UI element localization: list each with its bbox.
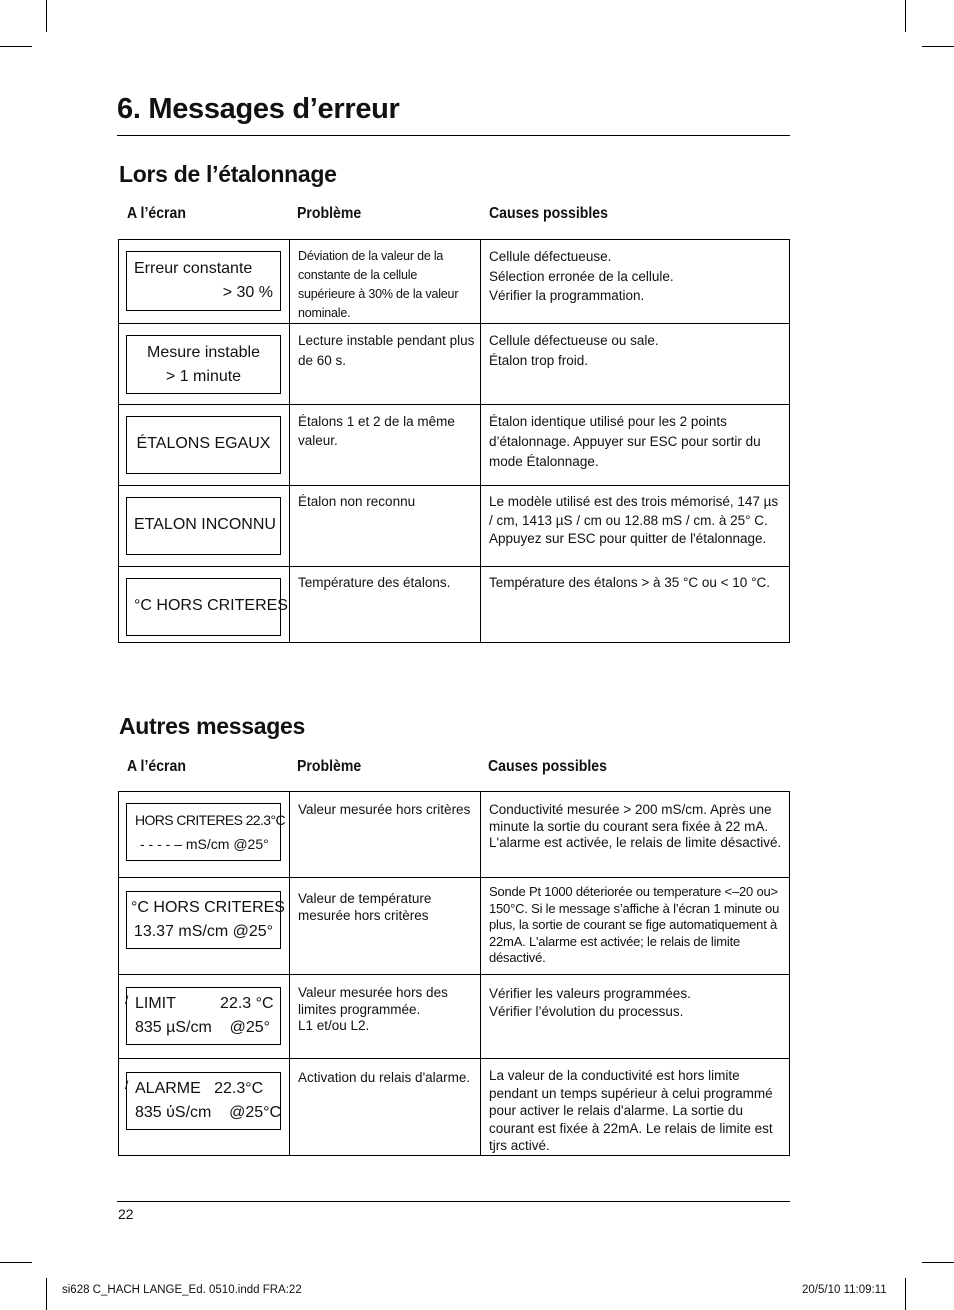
lcd-display xyxy=(126,578,288,636)
lcd-line-1: °C HORS CRITERES xyxy=(134,597,288,614)
table-row xyxy=(119,1059,790,1156)
screen-cell xyxy=(119,878,290,975)
causes-cell xyxy=(481,240,790,324)
lcd-display xyxy=(126,335,281,394)
screen-cell xyxy=(119,975,290,1059)
lcd-line-2: > 1 minute xyxy=(165,368,242,385)
lcd-display xyxy=(126,803,285,861)
print-slug-right: 20/5/10 11:09:11 xyxy=(802,1284,887,1296)
page-number: 22 xyxy=(118,1206,134,1222)
table-row xyxy=(119,975,790,1059)
lcd-line-1: ALARME 22.3°C xyxy=(135,1080,264,1097)
lcd-line-2: 13.37 mS/cm @25° xyxy=(133,923,274,940)
problem-text: Valeur mesurée hors des limites programmée. L1 et/ou L2. xyxy=(298,985,448,1033)
problem-cell xyxy=(290,486,481,567)
limit-indicator-icon: / xyxy=(125,993,129,1007)
problem-text: Lecture instable pendant plus de 60 s. xyxy=(298,333,475,368)
causes-cell xyxy=(481,792,790,878)
lcd-display xyxy=(126,1072,281,1130)
calibration-errors-table xyxy=(118,239,790,643)
problem-cell xyxy=(290,324,481,405)
lcd-line-2: 835 µS/cm @25° xyxy=(135,1019,271,1036)
crop-mark xyxy=(905,0,906,32)
problem-text: Étalon non reconnu xyxy=(298,494,416,509)
column-header-problem: Problème xyxy=(297,205,362,222)
problem-cell xyxy=(290,792,481,878)
table-row xyxy=(119,567,790,643)
problem-cell xyxy=(290,405,481,486)
lcd-line-1: °C HORS CRITERES xyxy=(131,899,285,916)
screen-cell xyxy=(119,486,290,567)
lcd-display xyxy=(126,497,281,555)
causes-cell xyxy=(481,405,790,486)
causes-text: Conductivité mesurée > 200 mS/cm. Après une minute la sortie du courant sera fixée à 22 mA. L'alarme est activée, le relais de limite désactivé. xyxy=(489,802,782,850)
causes-text: Cellule défectueuse ou sale. Étalon trop froid. xyxy=(489,333,659,368)
page-title: 6. Messages d’erreur xyxy=(117,93,400,125)
problem-cell xyxy=(290,1059,481,1156)
problem-cell xyxy=(290,878,481,975)
table-row xyxy=(119,486,790,567)
crop-mark xyxy=(0,1262,32,1263)
column-header-problem: Problème xyxy=(297,758,362,775)
lcd-display xyxy=(126,416,281,474)
crop-mark xyxy=(46,0,47,32)
causes-text: Vérifier les valeurs programmées. Vérifier l’évolution du processus. xyxy=(489,986,691,1019)
section-heading-other-messages: Autres messages xyxy=(119,713,305,739)
lcd-display xyxy=(126,251,281,311)
causes-cell xyxy=(481,486,790,567)
crop-mark xyxy=(46,1278,47,1310)
table-row xyxy=(119,240,790,324)
problem-text: Activation du relais d'alarme. xyxy=(298,1070,471,1085)
print-slug-left: si628 C_HACH LANGE_Ed. 0510.indd FRA:22 xyxy=(62,1284,302,1296)
screen-cell xyxy=(119,240,290,324)
causes-cell xyxy=(481,975,790,1059)
crop-mark xyxy=(0,46,32,47)
problem-text: Étalons 1 et 2 de la même valeur. xyxy=(298,414,455,448)
column-header-screen: A l’écran xyxy=(127,205,186,222)
crop-mark xyxy=(922,1262,954,1263)
lcd-display xyxy=(126,891,285,949)
lcd-line-2: - - - - – mS/cm @25° xyxy=(140,836,269,852)
section-heading-calibration: Lors de l’étalonnage xyxy=(119,161,337,187)
crop-mark xyxy=(905,1278,906,1310)
causes-text: Cellule défectueuse. Sélection erronée de la cellule. Vérifier la programmation. xyxy=(489,249,674,303)
column-header-causes: Causes possibles xyxy=(489,205,608,222)
title-rule xyxy=(117,135,790,136)
causes-cell xyxy=(481,567,790,643)
lcd-line-1: Erreur constante xyxy=(134,260,253,277)
causes-cell xyxy=(481,1059,790,1156)
other-messages-table xyxy=(118,791,790,1156)
causes-text: Sonde Pt 1000 déteriorée ou temperature <–20 ou> 150°C. Si le message s’affiche à l’écran 1 minute ou plus, la sortie de courant se fige automatiquement à 22mA. L'alarme est activée; le relais de limite désactivé. xyxy=(489,884,780,965)
table-row xyxy=(119,405,790,486)
screen-cell xyxy=(119,405,290,486)
lcd-line-2: > 30 % xyxy=(222,284,273,301)
footer-rule xyxy=(117,1201,790,1202)
problem-text: Température des étalons. xyxy=(298,575,451,590)
causes-cell xyxy=(481,878,790,975)
causes-text: La valeur de la conductivité est hors limite pendant un temps supérieur à celui programmé pour activer le relais d'alarme. La sortie du courant est fixée à 22mA. Le relais de limite est tjrs activé. xyxy=(489,1068,773,1153)
lcd-line-1: Mesure instable xyxy=(147,344,260,361)
screen-cell xyxy=(119,324,290,405)
problem-text: Déviation de la valeur de la constante de la cellule supérieure à 30% de la valeur nominale. xyxy=(298,249,459,320)
causes-text: Température des étalons > à 35 °C ou < 10 °C. xyxy=(489,575,770,590)
lcd-line-1: ÉTALONS EGAUX xyxy=(136,435,271,452)
lcd-line-1: HORS CRITERES 22.3°C xyxy=(135,812,285,828)
table-row xyxy=(119,792,790,878)
lcd-display xyxy=(126,987,281,1045)
problem-cell xyxy=(290,567,481,643)
screen-cell xyxy=(119,1059,290,1156)
problem-text: Valeur de température mesurée hors critères xyxy=(298,891,432,923)
lcd-line-2: 835 ύS/cm @25°C xyxy=(135,1104,282,1121)
causes-cell xyxy=(481,324,790,405)
lcd-line-1: ETALON INCONNU xyxy=(134,516,276,533)
problem-text: Valeur mesurée hors critères xyxy=(298,802,471,817)
column-header-screen: A l’écran xyxy=(127,758,186,775)
causes-text: Le modèle utilisé est des trois mémorisé, 147 µs / cm, 1413 µS / cm ou 12.88 mS / cm. à 25° C. Appuyez sur ESC pour quitter de l'étalonnage. xyxy=(489,494,779,546)
problem-cell xyxy=(290,240,481,324)
causes-text: Étalon identique utilisé pour les 2 points d’étalonnage. Appuyer sur ESC pour sortir du mode Étalonnage. xyxy=(489,414,761,469)
problem-cell xyxy=(290,975,481,1059)
alarm-indicator-icon: / xyxy=(125,1078,129,1092)
table-row xyxy=(119,878,790,975)
column-header-causes: Causes possibles xyxy=(488,758,607,775)
table-row xyxy=(119,324,790,405)
screen-cell xyxy=(119,792,290,878)
crop-mark xyxy=(922,46,954,47)
screen-cell xyxy=(119,567,290,643)
lcd-line-1: LIMIT 22.3 °C xyxy=(135,995,274,1012)
